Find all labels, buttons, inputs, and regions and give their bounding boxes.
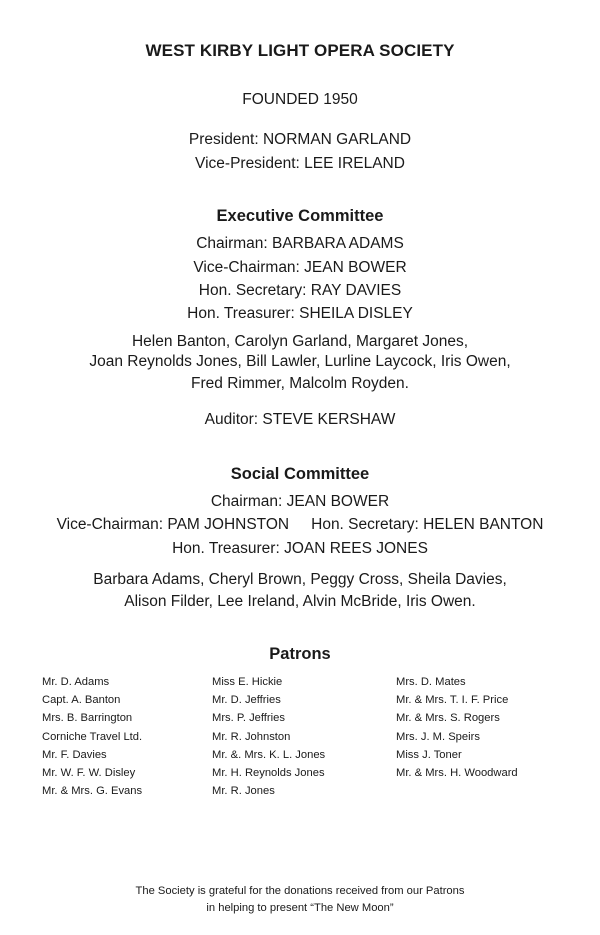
patrons-list xyxy=(0,673,600,813)
patron-name: Mrs. D. Mates xyxy=(396,676,466,688)
social-chairman: Chairman: JEAN BOWER xyxy=(210,493,390,510)
patron-name: Miss E. Hickie xyxy=(212,676,283,688)
social-vice-chairman: Vice-Chairman: PAM JOHNSTON xyxy=(56,516,290,533)
vice-president-line: Vice-President: LEE IRELAND xyxy=(195,155,405,172)
patron-name: Mr. R. Johnston xyxy=(212,730,291,743)
patrons-column-3 xyxy=(396,673,518,782)
patron-name: Mr. D. Jeffries xyxy=(212,694,281,707)
social-committee-heading: Social Committee xyxy=(230,465,370,483)
patron-name: Mr. & Mrs. H. Woodward xyxy=(396,767,518,780)
social-members-line-1: Barbara Adams, Cheryl Brown, Peggy Cross, Sheila Davies, xyxy=(93,571,507,588)
social-secretary: Hon. Secretary: HELEN BANTON xyxy=(311,516,544,533)
patron-name: Corniche Travel Ltd. xyxy=(42,730,143,743)
patron-name: Mrs. B. Barrington xyxy=(42,712,133,725)
executive-secretary: Hon. Secretary: RAY DAVIES xyxy=(198,282,402,299)
patrons-column-2 xyxy=(212,673,325,800)
patron-name: Mr. H. Reynolds Jones xyxy=(212,767,325,780)
patrons-column-1 xyxy=(42,673,142,800)
patron-name: Mr. R. Jones xyxy=(212,785,275,798)
auditor-line: Auditor: STEVE KERSHAW xyxy=(204,411,396,428)
executive-members-line-2: Joan Reynolds Jones, Bill Lawler, Lurline Laycock, Iris Owen, xyxy=(89,353,511,370)
patrons-heading: Patrons xyxy=(269,645,331,663)
social-officers-row xyxy=(0,516,600,534)
patron-name: Capt. A. Banton xyxy=(42,694,121,707)
executive-chairman: Chairman: BARBARA ADAMS xyxy=(196,235,404,252)
patron-name: Mr. & Mrs. S. Rogers xyxy=(396,712,500,725)
society-title: WEST KIRBY LIGHT OPERA SOCIETY xyxy=(145,41,455,60)
executive-treasurer: Hon. Treasurer: SHEILA DISLEY xyxy=(187,305,413,322)
patron-name: Mr. D. Adams xyxy=(42,676,110,688)
founded-line: FOUNDED 1950 xyxy=(242,91,358,108)
footer-line-2: in helping to present “The New Moon” xyxy=(206,902,394,914)
patron-name: Mrs. P. Jeffries xyxy=(212,712,285,725)
executive-members-line-3: Fred Rimmer, Malcolm Royden. xyxy=(191,375,409,392)
executive-vice-chairman: Vice-Chairman: JEAN BOWER xyxy=(193,259,407,276)
social-treasurer: Hon. Treasurer: JOAN REES JONES xyxy=(172,540,428,557)
patron-name: Mr. & Mrs. T. I. F. Price xyxy=(396,694,509,707)
patron-name: Mr. F. Davies xyxy=(42,748,107,761)
footer-line-1: The Society is grateful for the donations received from our Patrons xyxy=(135,885,465,897)
executive-members-line-1: Helen Banton, Carolyn Garland, Margaret Jones, xyxy=(131,333,468,350)
patron-name: Mrs. J. M. Speirs xyxy=(396,730,480,743)
patron-name: Mr. &. Mrs. K. L. Jones xyxy=(212,748,326,761)
patron-name: Miss J. Toner xyxy=(396,748,462,761)
president-line: President: NORMAN GARLAND xyxy=(188,131,412,148)
patron-name: Mr. & Mrs. G. Evans xyxy=(42,785,143,798)
patron-name: Mr. W. F. W. Disley xyxy=(42,767,136,780)
social-members-line-2: Alison Filder, Lee Ireland, Alvin McBride, Iris Owen. xyxy=(124,593,476,610)
executive-committee-heading: Executive Committee xyxy=(216,207,384,225)
